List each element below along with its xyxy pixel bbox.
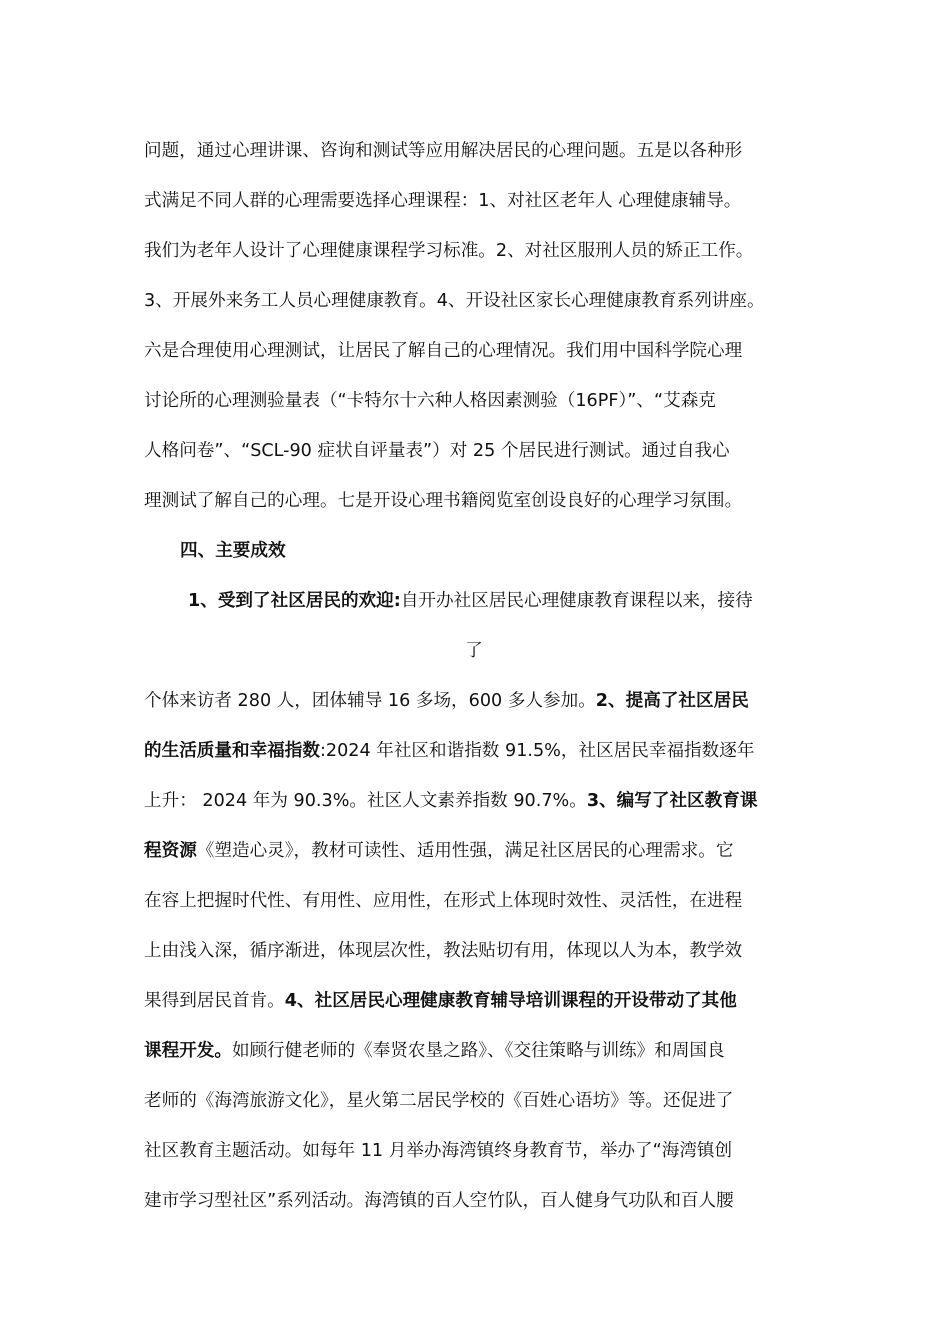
result-text: 个体来访者 280 人，团体辅导 16 多场，600 多人参加。 bbox=[144, 691, 596, 711]
result-heading: 的生活质量和幸福指数 bbox=[144, 741, 320, 761]
result-text: 果得到居民首肯。 bbox=[144, 991, 285, 1011]
result-heading: 2、提高了社区居民 bbox=[595, 691, 749, 711]
result-heading: 课程开发。 bbox=[144, 1041, 232, 1061]
text-line bbox=[144, 986, 824, 1016]
result-text: 《塑造心灵》，教材可读性、适用性强，满足社区居民的心理需求。它 bbox=[196, 841, 734, 861]
result-text: 如顾行健老师的《奉贤农垦之路》、《交往策略与训练》和周国良 bbox=[231, 1041, 725, 1061]
text-line: 建市学习型社区”系列活动。海湾镇的百人空竹队，百人健身气功队和百人腰 bbox=[144, 1191, 734, 1211]
result-text: 上升： 2024 年为 90.3%。社区人文素养指数 90.7%。 bbox=[144, 791, 587, 811]
text-line: 社区教育主题活动。如每年 11 月举办海湾镇终身教育节，举办了“海湾镇创 bbox=[144, 1141, 733, 1161]
result-heading: 3、编写了社区教育课 bbox=[586, 791, 758, 811]
text-line: 问题，通过心理讲课、咨询和测试等应用解决居民的心理问题。五是以各种形 bbox=[144, 141, 743, 161]
text-line bbox=[144, 736, 824, 766]
text-line: 理测试了解自己的心理。七是开设心理书籍阅览室创设良好的心理学习氛围。 bbox=[144, 491, 743, 511]
text-line bbox=[144, 786, 824, 816]
text-line: 上由浅入深，循序渐进，体现层次性，教法贴切有用，体现以人为本，教学效 bbox=[144, 941, 743, 961]
text-line: 老师的《海湾旅游文化》，星火第二居民学校的《百姓心语坊》等。还促进了 bbox=[144, 1091, 734, 1111]
text-line: 人格问卷”、“SCL-90 症状自评量表”）对 25 个居民进行测试。通过自我心 bbox=[144, 441, 730, 461]
text-line: 我们为老年人设计了心理健康课程学习标准。2、对社区服刑人员的矫正工作。 bbox=[144, 241, 754, 261]
text-line bbox=[144, 686, 824, 716]
result-heading: 程资源 bbox=[144, 841, 197, 861]
text-line: 式满足不同人群的心理需要选择心理课程：1、对社区老年人 心理健康辅导。 bbox=[144, 191, 742, 211]
result-text: :2024 年社区和谐指数 91.5%，社区居民幸福指数逐年 bbox=[319, 741, 755, 761]
result-text: 自开办社区居民心理健康教育课程以来，接待 bbox=[400, 591, 753, 611]
result-heading: 1、受到了社区居民的欢迎: bbox=[188, 591, 401, 611]
text-line bbox=[188, 586, 868, 616]
section-heading: 四、主要成效 bbox=[180, 541, 286, 561]
text-line: 3、开展外来务工人员心理健康教育。4、开设社区家长心理健康教育系列讲座。 bbox=[144, 291, 765, 311]
text-line: 在容上把握时代性、有用性、应用性，在形式上体现时效性、灵活性，在进程 bbox=[144, 891, 743, 911]
text-line-wrap: 了 bbox=[465, 641, 483, 661]
text-line: 讨论所的心理测验量表（“卡特尔十六种人格因素测验（16PF）”、“艾森克 bbox=[144, 391, 716, 411]
result-heading: 4、社区居民心理健康教育辅导培训课程的开设带动了其他 bbox=[284, 991, 737, 1011]
text-line: 六是合理使用心理测试，让居民了解自己的心理情况。我们用中国科学院心理 bbox=[144, 341, 743, 361]
text-line bbox=[144, 836, 824, 866]
text-line bbox=[144, 1036, 824, 1066]
